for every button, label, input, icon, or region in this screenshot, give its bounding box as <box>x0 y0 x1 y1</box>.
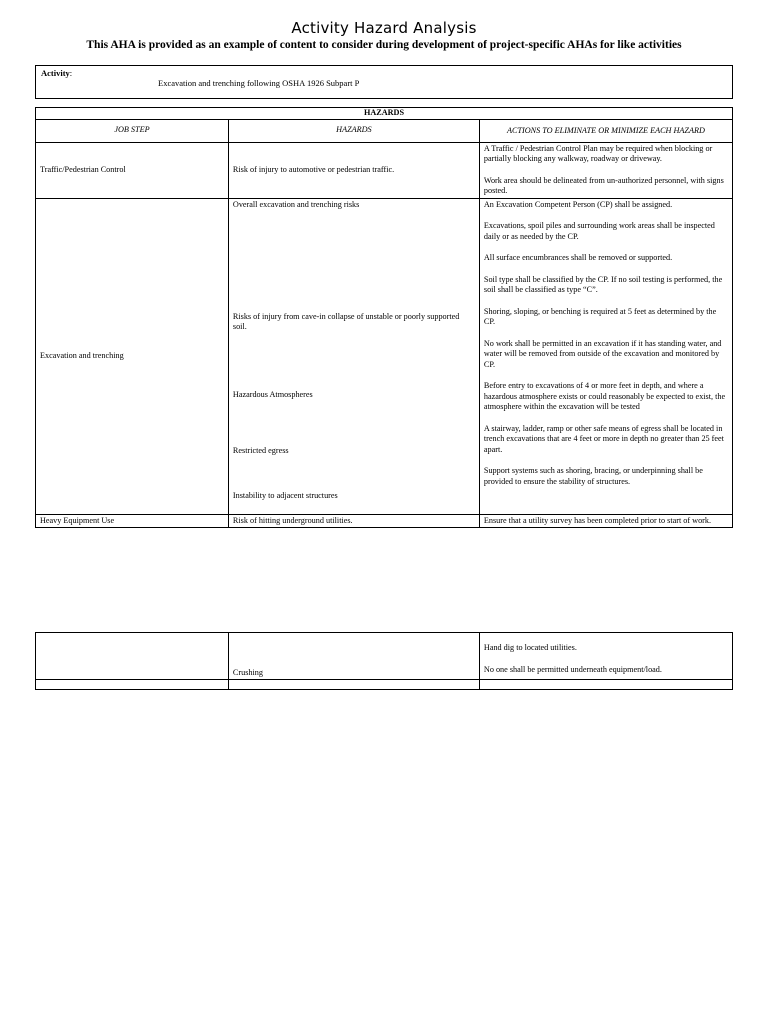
hazard-cell: Crushing <box>228 633 479 680</box>
page-title: Activity Hazard Analysis <box>291 19 477 37</box>
hazard-item: Restricted egress <box>232 445 289 455</box>
column-header-row <box>36 119 733 142</box>
column-header-hazards: HAZARDS <box>228 119 479 142</box>
continuation-table <box>35 632 733 690</box>
action-item: Before entry to excavations of 4 or more feet in depth, and where a hazardous atmosphere exists or could reasonably be expected to exist, the atmosphere within the excavation will be tested <box>483 381 726 411</box>
hazards-section-title: HAZARDS <box>36 108 733 120</box>
empty-cell <box>36 680 229 690</box>
table-row <box>36 514 733 528</box>
hazard-item: Hazardous Atmospheres <box>232 389 313 399</box>
column-header-job-step: JOB STEP <box>36 119 229 142</box>
action-item: A stairway, ladder, ramp or other safe means of egress shall be located in trench excavations that are 4 feet or more in depth no greater than 25 feet apart. <box>483 423 724 454</box>
action-item: Ensure that a utility survey has been completed prior to start of work. <box>483 515 712 525</box>
action-item: A Traffic / Pedestrian Control Plan may be required when blocking or partially blocking any walkway, roadway or driveway. <box>483 143 713 163</box>
column-header-actions: ACTIONS TO ELIMINATE OR MINIMIZE EACH HAZARD <box>479 119 732 142</box>
action-item: Shoring, sloping, or benching is required at 5 feet as determined by the CP. <box>483 306 717 326</box>
hazard-item: Overall excavation and trenching risks <box>232 199 360 209</box>
actions-cell <box>479 142 732 198</box>
table-row <box>36 198 733 514</box>
action-item: Support systems such as shoring, bracing, or underpinning shall be provided to ensure the stability of structures. <box>483 466 703 486</box>
empty-cell <box>479 680 732 690</box>
hazard-item: Risks of injury from cave-in collapse of unstable or poorly supported soil. <box>232 311 460 331</box>
job-step-cell: Traffic/Pedestrian Control <box>36 142 229 198</box>
action-item: An Excavation Competent Person (CP) shall be assigned. <box>483 199 673 209</box>
activity-label: Activity: <box>41 68 73 78</box>
action-item: Work area should be delineated from un-authorized personnel, with signs posted. <box>483 175 724 195</box>
hazard-cell: Risk of injury to automotive or pedestrian traffic. <box>228 142 479 198</box>
action-item: Soil type shall be classified by the CP. If no soil testing is performed, the soil shall be classified as type “C”. <box>483 274 723 294</box>
hazard-item: Instability to adjacent structures <box>232 490 338 500</box>
actions-cell <box>479 514 732 528</box>
actions-cell <box>479 198 732 514</box>
job-step-cell: Excavation and trenching <box>36 198 229 514</box>
table-row <box>36 633 733 680</box>
table-row <box>36 680 733 690</box>
hazard-cell: Risk of hitting underground utilities. <box>228 514 479 528</box>
action-item: Hand dig to located utilities. <box>483 643 577 652</box>
action-item: No work shall be permitted in an excavation if it has standing water, and water will be removed from outside of the excavation and monitored by CP. <box>483 338 722 369</box>
action-item: All surface encumbrances shall be removed or supported. <box>483 253 673 262</box>
action-item: Excavations, spoil piles and surrounding work areas shall be inspected daily or as needed by the CP. <box>483 221 715 241</box>
action-item: No one shall be permitted underneath equipment/load. <box>483 664 662 674</box>
activity-box <box>35 65 733 99</box>
table-row <box>36 142 733 198</box>
actions-cell <box>479 633 732 680</box>
job-step-cell: Heavy Equipment Use <box>36 514 229 528</box>
job-step-cell <box>36 633 229 680</box>
activity-value: Excavation and trenching following OSHA 1926 Subpart P <box>158 78 360 88</box>
hazards-table <box>35 107 733 528</box>
hazard-cell <box>228 198 479 514</box>
page-subtitle: This AHA is provided as an example of content to consider during development of project-specific AHAs for like activities <box>86 39 682 51</box>
empty-cell <box>228 680 479 690</box>
